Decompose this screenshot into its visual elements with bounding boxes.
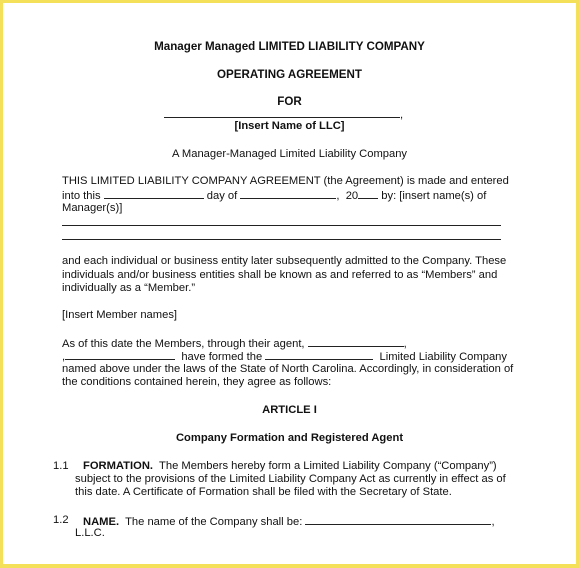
article-title: ARTICLE I bbox=[262, 404, 317, 416]
llc-name-comma: , bbox=[400, 109, 404, 121]
formed-by-blank bbox=[65, 349, 175, 360]
blank-line-1 bbox=[62, 225, 501, 226]
formed-the-label: have formed the bbox=[181, 351, 263, 363]
llc-label: Limited Liability Company bbox=[379, 351, 507, 363]
line-2-comma: , bbox=[62, 351, 66, 363]
section-1-1-text: The Members hereby form a Limited Liability Company (“Company”) bbox=[159, 460, 497, 472]
document-page bbox=[3, 3, 576, 564]
section-1-1-line-1 bbox=[83, 460, 497, 473]
day-blank bbox=[104, 188, 204, 199]
paragraph-1-line-2: into this day of , 20 by: [insert name(s) of bbox=[62, 190, 487, 202]
company-type: A Manager-Managed Limited Liability Company bbox=[171, 148, 408, 160]
agent-label: As of this date the Members, through their agent, bbox=[62, 338, 305, 350]
agent-comma: , bbox=[403, 338, 407, 350]
by-label: by: [insert name(s) of bbox=[381, 190, 487, 202]
for-label: FOR bbox=[277, 95, 302, 108]
paragraph-2-line-3: individually as a “Member.” bbox=[62, 282, 196, 294]
section-1-2-title: NAME. bbox=[83, 516, 120, 528]
paragraph-3-line-2 bbox=[62, 349, 507, 364]
section-1-1-line-2: subject to the provisions of the Limited Liability Company Act as currently in effect as of bbox=[75, 473, 506, 485]
year-blank bbox=[358, 188, 378, 199]
managers-label: Manager(s)] bbox=[62, 202, 123, 214]
section-1-2-comma: , bbox=[491, 516, 495, 528]
section-1-1-title: FORMATION. bbox=[83, 460, 154, 472]
company-name-blank bbox=[265, 349, 373, 360]
company-name-line bbox=[305, 514, 491, 525]
section-1-1-number: 1.1 bbox=[53, 460, 69, 472]
section-1-1-line-3: this date. A Certificate of Formation shall be filed with the Secretary of State. bbox=[75, 486, 452, 498]
blank-line-2 bbox=[62, 239, 501, 240]
year-label: 20 bbox=[345, 190, 359, 202]
agent-blank bbox=[308, 336, 404, 347]
into-this-label: into this bbox=[62, 190, 101, 202]
document-title: Manager Managed LIMITED LIABILITY COMPANY bbox=[154, 40, 425, 53]
section-1-2-line-1 bbox=[83, 514, 495, 529]
paragraph-1-line-1: THIS LIMITED LIABILITY COMPANY AGREEMENT (the Agreement) is made and entered bbox=[62, 175, 509, 187]
day-of-label: day of bbox=[206, 190, 238, 202]
insert-llc-name: [Insert Name of LLC] bbox=[234, 120, 345, 132]
paragraph-2-line-1: and each individual or business entity later subsequently admitted to the Company. These bbox=[62, 255, 507, 267]
section-1-2-number: 1.2 bbox=[53, 514, 69, 526]
paragraph-2-line-2: individuals and/or business entities shall be known as and referred to as “Members” and bbox=[62, 269, 498, 281]
document-subtitle: OPERATING AGREEMENT bbox=[217, 68, 362, 81]
month-blank bbox=[240, 188, 336, 199]
paragraph-3-line-3: named above under the laws of the State of North Carolina. Accordingly, in consideration of bbox=[62, 363, 514, 375]
article-heading: Company Formation and Registered Agent bbox=[175, 432, 404, 444]
insert-member-names: [Insert Member names] bbox=[62, 309, 178, 321]
section-1-2-line-2: L.L.C. bbox=[75, 527, 105, 539]
paragraph-3-line-4: the conditions contained herein, they agree as follows: bbox=[62, 376, 332, 388]
llc-name-line bbox=[164, 107, 400, 118]
section-1-2-text: The name of the Company shall be: bbox=[125, 516, 303, 528]
